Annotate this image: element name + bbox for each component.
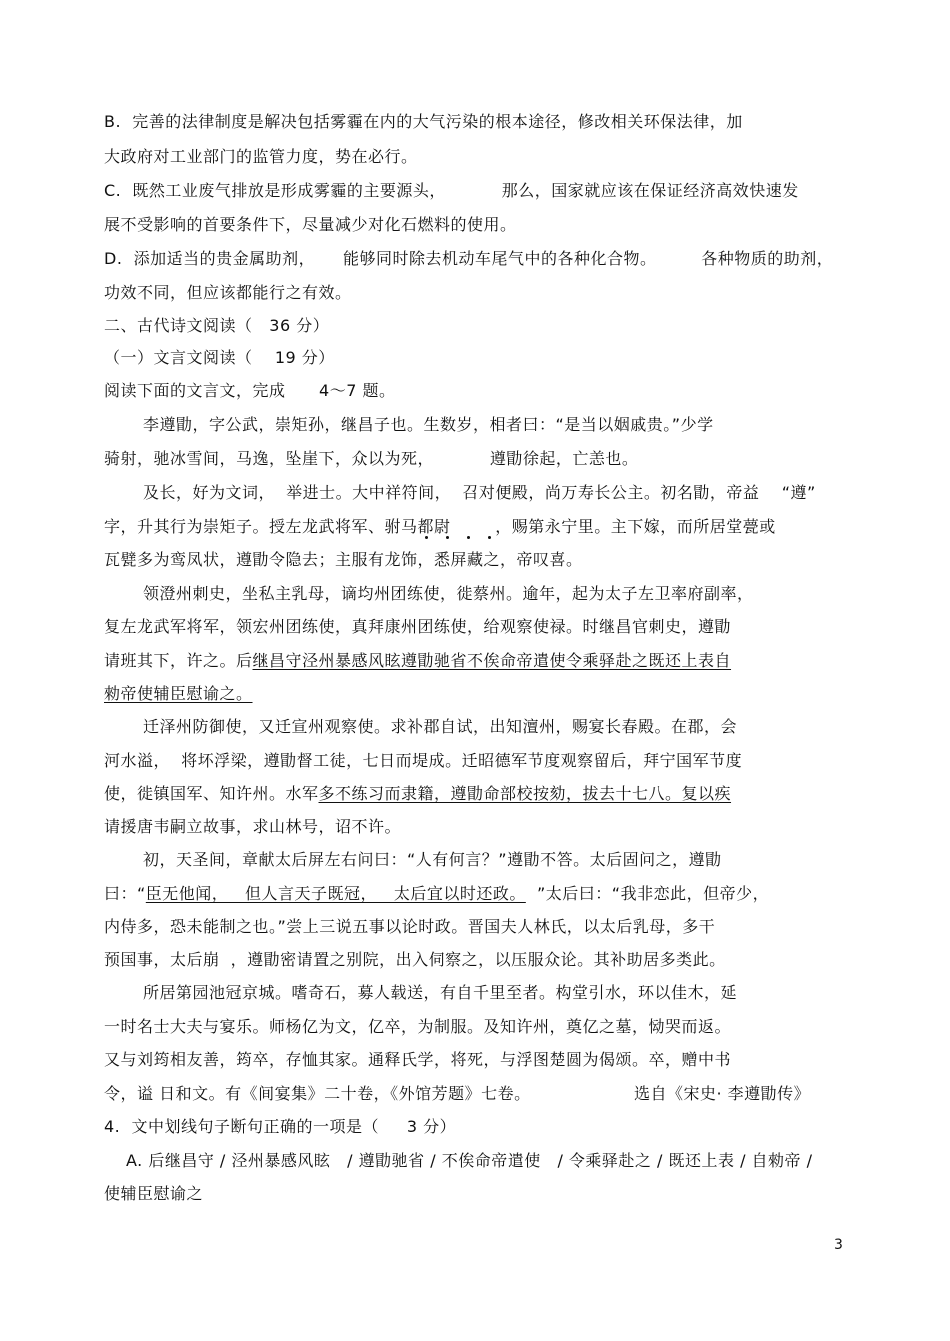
plain-text: 使，徙镇国军、知许州。水军 xyxy=(104,784,319,803)
plain-text: 请班其下，许之。后 xyxy=(104,651,253,670)
passage-paragraph-3-line-3 xyxy=(104,651,731,671)
option-d-line-2: 功效不同，但应该都能行之有效。 xyxy=(104,283,352,302)
option-d-line-1: D. 添加适当的贵金属助剂， 能够同时除去机动车尾气中的各种化合物。 各种物质的助剂， xyxy=(104,249,834,268)
passage-paragraph-1-line-1: 李遵勖，字公武，崇矩孙，继昌子也。生数岁，相者曰：“是当以姻戚贵。”少学 xyxy=(143,415,714,434)
subsection-heading: （一）文言文阅读（ 19 分） xyxy=(104,348,335,367)
option-c-line-1: C. 既然工业废气排放是形成雾霾的主要源头， 那么，国家就应该在保证经济高效快速发 xyxy=(104,181,799,200)
question-4-option-a-line-1: A. 后继昌守 / 泾州暴感风眩 / 遵勖驰省 / 不俟命帝遣使 / 令乘驿赴之 / 既还上表 / 自勑帝 / xyxy=(126,1151,813,1170)
passage-paragraph-1-line-2: 骑射，驰冰雪间，马逸，坠崖下，众以为死， 遵勖徐起，亡恙也。 xyxy=(104,449,639,468)
passage-paragraph-5-line-4: 预国事，太后崩 ，遵勖密请置之别院，出入伺察之，以压服众论。其补助居多类此。 xyxy=(104,950,726,969)
passage-paragraph-4-line-1: 迁泽州防御使，又迁宣州观察使。求补郡自试，出知澶州，赐宴长春殿。在郡，会 xyxy=(143,717,738,736)
passage-paragraph-3-line-2: 复左龙武军将军，领宏州团练使，真拜康州团练使，给观察使禄。时继昌官刺史，遵勖 xyxy=(104,617,732,636)
passage-paragraph-6-line-4: 令，谥 日和文。有《间宴集》二十卷，《外馆芳题》七卷。 xyxy=(104,1084,531,1103)
underlined-sentence-end: 勑帝使辅臣慰谕之。 xyxy=(104,684,253,703)
question-4-stem: 4. 文中划线句子断句正确的一项是（ 3 分） xyxy=(104,1117,457,1136)
reading-instruction: 阅读下面的文言文，完成 4～7 题。 xyxy=(104,381,396,400)
passage-paragraph-6-line-3: 又与刘筠相友善，筠卒，存恤其家。通释氏学，将死，与浮图楚圆为偈颂。卒，赠中书 xyxy=(104,1050,732,1069)
passage-paragraph-5-line-2 xyxy=(104,884,769,904)
passage-paragraph-4-line-3 xyxy=(104,784,731,804)
underlined-sentence: 多不练习而隶籍，遵勖命部校按劾，拔去十七八。复以疾 xyxy=(318,784,732,803)
emphasis-dots xyxy=(425,536,495,539)
passage-paragraph-6-line-1: 所居第园池冠京城。嗜奇石，募人载送，有自千里至者。构堂引水，环以佳木，延 xyxy=(143,983,738,1002)
plain-text: ”太后曰：“我非恋此，但帝少， xyxy=(525,884,770,903)
passage-paragraph-5-line-3: 内侍多，恐未能制之也。”尝上三说五事以论时政。晋国夫人林氏，以太后乳母，多干 xyxy=(104,917,716,936)
passage-paragraph-3-line-1: 领澄州刺史，坐私主乳母，谪均州团练使，徙蔡州。逾年，起为太子左卫率府副率， xyxy=(143,584,754,603)
option-b-line-1: B. 完善的法律制度是解决包括雾霾在内的大气污染的根本途径，修改相关环保法律，加 xyxy=(104,112,743,131)
passage-paragraph-2-line-1: 及长，好为文词， 举进士。大中祥符间， 召对便殿，尚万寿长公主。初名勖，帝益 “遵” xyxy=(143,483,816,502)
passage-paragraph-2-line-2: 字，升其行为崇矩子。授左龙武将军、驸马都尉 ，赐第永宁里。主下嫁，而所居堂甍或 xyxy=(104,517,776,536)
section-heading: 二、古代诗文阅读（ 36 分） xyxy=(104,316,330,335)
source-citation: 选自《宋史· 李遵勖传》 xyxy=(634,1084,811,1103)
page-number: 3 xyxy=(834,1237,843,1253)
underlined-sentence: 继昌守泾州暴感风眩遵勖驰省不俟命帝遣使令乘驿赴之既还上表自 xyxy=(252,651,732,670)
plain-text: 曰：“ xyxy=(104,884,146,903)
option-b-line-2: 大政府对工业部门的监管力度，势在必行。 xyxy=(104,147,418,166)
passage-paragraph-6-line-2: 一时名士大夫与宴乐。师杨亿为文，亿卒，为制服。及知许州，奠亿之墓，恸哭而返。 xyxy=(104,1017,732,1036)
passage-paragraph-4-line-2: 河水溢， 将坏浮梁，遵勖督工徒，七日而堤成。迁昭德军节度观察留后，拜宁国军节度 xyxy=(104,751,743,770)
passage-paragraph-4-line-4: 请援唐韦嗣立故事，求山林号，诏不许。 xyxy=(104,817,402,836)
passage-paragraph-2-line-3: 瓦甓多为鸾凤状，遵勖令隐去；主服有龙饰，悉屏藏之，帝叹喜。 xyxy=(104,550,583,569)
underlined-sentence: 臣无他闻， 但人言天子既冠， 太后宜以时还政。 xyxy=(145,884,526,903)
question-4-option-a-line-2: 使辅臣慰谕之 xyxy=(104,1184,204,1203)
passage-paragraph-5-line-1: 初，天圣间，章献太后屏左右问曰：“人有何言？”遵勖不答。太后固问之，遵勖 xyxy=(143,850,722,869)
option-c-line-2: 展不受影响的首要条件下，尽量减少对化石燃料的使用。 xyxy=(104,215,517,234)
